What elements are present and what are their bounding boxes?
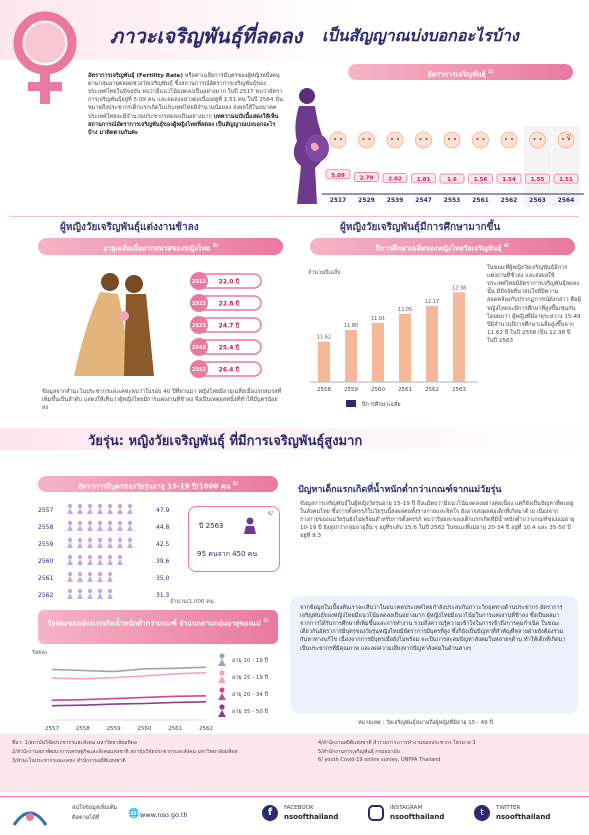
person-icon	[88, 555, 92, 559]
person-icon	[67, 525, 73, 531]
baby-eye	[534, 138, 536, 140]
person-icon	[107, 525, 113, 531]
lowbirth-chart	[30, 648, 292, 734]
lb-series-line	[52, 696, 206, 700]
marriage-bar-title	[38, 238, 283, 255]
lb-year-label: 2561	[168, 726, 183, 732]
person-icon	[78, 504, 82, 508]
edu-value-label: 12.05	[397, 306, 413, 313]
person-icon	[127, 525, 133, 531]
person-icon	[108, 504, 112, 508]
lb-legend-icon	[219, 653, 224, 658]
lb-legend-icon	[218, 659, 226, 666]
marriage-value-label: 26.4 ปี	[218, 366, 240, 374]
note-text: หมายเหตุ : วัยเจริญพันธุ์หมายถึงผู้หญิงที่มีอายุ 15 - 49 ปี	[358, 720, 493, 726]
person-icon	[97, 542, 103, 548]
edu-value-label: 12.17	[424, 298, 440, 305]
person-icon	[87, 559, 93, 565]
source-3: 3/สำมะโนประชากรและเคหะ สำนักงานสถิติแห่งชาติ	[12, 758, 126, 764]
person-icon	[88, 572, 92, 576]
source-6: 6/ youth Covid-19 online survey, UNFPA Thailand	[318, 757, 441, 763]
fert-value-label: 2.79	[359, 175, 374, 182]
person-icon	[68, 589, 72, 593]
person-icon	[128, 504, 132, 508]
person-icon	[87, 576, 93, 582]
person-icon	[77, 559, 83, 565]
edu-value-label: 12.38	[451, 285, 467, 292]
lb-legend-icon	[218, 710, 226, 717]
fertility-lead: อัตราการเจริญพันธุ์ (Fertility Rate)	[88, 73, 184, 79]
person-icon	[108, 538, 112, 542]
marriage-year-label: 2543	[192, 345, 206, 351]
edu-year-label: 2561	[398, 387, 412, 393]
instagram-icon[interactable]	[368, 805, 384, 821]
lowbirth-title-bar	[38, 610, 278, 644]
marriage-value-label: 24.7 ปี	[218, 322, 240, 330]
baby-eye	[340, 138, 342, 140]
baby-eye	[454, 138, 456, 140]
person-icon	[77, 525, 83, 531]
person-icon	[88, 589, 92, 593]
person-icon	[77, 508, 83, 514]
baby-eye	[426, 138, 428, 140]
baby-eye	[540, 138, 542, 140]
marriage-ref: 3/	[212, 243, 218, 249]
fert-year-label: 2517	[329, 197, 347, 204]
fertility-body: หรือค่าเฉลี่ยการมีบุตรของผู้หญิงหนึ่งคนตามกลุ่มอายุตลอดช่วงวัยเจริญพันธุ์ ซึ่งสถานการณ์อัตราการเจริญพันธุ์ของประเทศไทยในปัจจุบัน พบว่ามีแนวโน้มลดลงเป็นอย่างมาก ในปี 2517 พบว่าอัตราการเจริญพันธุ์อยู่ที่ 5.09 คน และลดลงอย่างต่อเนื่องอยู่ที่ 1.51 คน ในปี 2564 นั่นหมายถึงประชากรเด็กแรกเกิดในประเทศไทยมีจำนวนน้อยลง ส่งผลให้ในอนาคตประเทศไทยจะมีจำนวนประชากรลดลงเป็นอย่างมาก	[88, 73, 283, 120]
teen-year-label: 2559	[38, 541, 54, 548]
teen-birth-title-text: อัตราการมีบุตรของวัยรุ่นอายุ 15-19 ปี/1000 คน	[77, 482, 231, 491]
baby-eye	[562, 138, 564, 140]
person-icon	[128, 521, 132, 525]
lb-legend-icon	[219, 687, 224, 692]
teen-value-label: 31.3	[156, 592, 170, 599]
teen-year-label: 2561	[38, 575, 54, 582]
baby-face-icon	[501, 132, 517, 148]
education-section-title: ผู้หญิงวัยเจริญพันธุ์มีการศึกษามากขึ้น	[340, 222, 501, 233]
person-icon	[97, 559, 103, 565]
fert-year-label: 2529	[358, 197, 375, 204]
girl-icon	[243, 517, 257, 535]
baby-face-icon	[530, 132, 546, 148]
baby-face-icon	[359, 132, 375, 148]
edu-ylabel: จำนวนปีเฉลี่ย	[308, 270, 341, 276]
baby-eye	[505, 138, 507, 140]
person-icon	[98, 555, 102, 559]
lb-ylabel: ร้อยละ	[32, 650, 48, 656]
person-icon	[68, 521, 72, 525]
lb-series-line	[52, 673, 206, 679]
source-4: 4/สำนักงานสถิติแห่งชาติ สำรวจภาวะการทำงานของประชากร ไตรมาส 3	[318, 740, 476, 746]
person-icon	[78, 538, 82, 542]
edu-bar	[453, 292, 465, 382]
lb-year-label: 2560	[137, 726, 152, 732]
education-bar-title	[310, 238, 575, 255]
person-icon	[98, 572, 102, 576]
marriage-paragraph: ข้อมูลจากสำมะโนประชากรและเคหะพบว่าในรอบ 40 ปีที่ผ่านมา หญิงไทยมีอายุเฉลี่ยเมื่อแรกสมรสที่เพิ่มขึ้นเป็นลำดับ แสดงให้เห็นว่าผู้หญิงไทยมีการแต่งงานที่ช้าลง จึงเป็นเหตุผลหนึ่งที่ทำให้มีบุตรน้อยลง	[42, 389, 282, 412]
teen-unit-label: จำนวน/1,000 คน	[170, 599, 214, 605]
edu-value-label: 11.62	[316, 334, 332, 341]
person-icon	[88, 521, 92, 525]
edu-year-label: 2558	[317, 387, 331, 393]
person-icon	[117, 559, 123, 565]
teen-callout-text: 95 คนจาก 450 คน	[197, 550, 258, 558]
fert-value-label: 1.6	[447, 177, 457, 184]
lb-legend-icon	[219, 704, 224, 709]
baby-eye	[334, 138, 336, 140]
person-icon	[98, 521, 102, 525]
person-icon	[78, 572, 82, 576]
person-icon	[107, 508, 113, 514]
marriage-year-label: 2553	[192, 367, 206, 373]
baby-face-icon	[387, 132, 403, 148]
person-icon	[98, 589, 102, 593]
education-bar-title-text: ปีการศึกษาเฉลี่ยของหญิงไทยวัยเจริญพันธุ์	[375, 244, 502, 253]
sources-box	[0, 734, 589, 792]
person-icon	[78, 589, 82, 593]
edu-bar	[399, 314, 411, 382]
edu-bar	[345, 330, 357, 382]
person-icon	[78, 555, 82, 559]
edu-value-label: 11.91	[370, 315, 386, 322]
person-icon	[78, 521, 82, 525]
person-icon	[68, 504, 72, 508]
twitter-handle[interactable]: nsoofthailand	[496, 813, 551, 821]
fertility-chart	[322, 120, 584, 208]
person-icon	[108, 572, 112, 576]
baby-face-icon	[473, 132, 489, 148]
person-icon	[67, 542, 73, 548]
person-icon	[87, 525, 93, 531]
person-icon	[107, 576, 113, 582]
lb-year-label: 2557	[45, 726, 59, 732]
teen-value-label: 35.0	[156, 575, 170, 582]
marriage-value-label: 25.4 ปี	[218, 344, 240, 352]
teen-year-label: 2560	[38, 558, 54, 565]
teen-year-label: 2558	[38, 524, 54, 531]
person-icon	[87, 542, 93, 548]
summary-text: จากข้อมูลในเบื้องต้นเราจะเห็นว่าในอนาคตประเทศไทยกำลังประสบกับภาวะวิกฤตทางด้านประชากร อัตราการเจริญพันธุ์ของหญิงไทยมีแนวโน้มลดลงเป็นอย่างมาก ผู้หญิงไทยมีแนวโน้มในการแต่งงานที่ช้าลง ซึ่งเป็นผลมาจากการได้รับการศึกษาที่เพิ่มขึ้นและการทำงาน รวมถึงความรู้ความเข้าใจในการเข้าถึงการคุมกำเนิด ในขณะเดียวกันอัตราการมีบุตรของวัยรุ่นหญิงไทยมีอัตราการมีบุตรที่สูง ซึ่งก็ยังเป็นปัญหาที่สำคัญที่หลายฝ่ายยังต้องร่วมกันหาทางแก้ไข เนื่องจากการมีบุตรเมื่อยังไม่พร้อม จะเป็นการสะสมปัญหาสังคมในหลายๆด้าน ทำให้เด็กที่เกิดมาเป็นประชากรที่มีคุณภาพ และลดความเสี่ยงจากปัญหาสังคมในด้านต่างๆ	[300, 605, 566, 652]
fertility-heading-ref: 1/	[488, 69, 494, 75]
person-icon	[67, 576, 73, 582]
instagram-label: INSTAGRAM	[390, 805, 423, 811]
person-icon	[128, 538, 132, 542]
teen-year-label: 2562	[38, 592, 54, 599]
person-icon	[108, 555, 112, 559]
person-icon	[98, 504, 102, 508]
person-icon	[127, 542, 133, 548]
marriage-year-label: 2523	[192, 301, 206, 307]
person-icon	[68, 555, 72, 559]
teen-value-label: 44.8	[156, 524, 170, 531]
person-icon	[107, 593, 113, 599]
fert-value-label: 5.09	[331, 172, 345, 179]
person-icon	[127, 508, 133, 514]
source-2: 2/สำนักงานสภาพัฒนาการเศรษฐกิจและสังคมแห่งชาติ สถาบันวิจัยประชากรและสังคม มหาวิทยาลัยมหิดล	[12, 749, 238, 755]
baby-face-icon	[444, 132, 460, 148]
lowbirth-title-text: ร้อยละของเด็กแรกเกิดน้ำหนักต่ำกว่าเกณฑ์ จำแนกตามกลุ่มอายุของแม่	[47, 619, 261, 628]
twitter-label: TWITTER	[496, 805, 521, 811]
marriage-year-label: 2533	[192, 323, 206, 329]
fert-year-label: 2553	[443, 197, 461, 204]
person-icon	[117, 525, 123, 531]
fert-year-label: 2564	[557, 197, 575, 204]
person-icon	[77, 593, 83, 599]
footer-line2: ติดตามได้ที่	[72, 815, 100, 821]
person-icon	[68, 538, 72, 542]
wedding-couple-illustration	[60, 268, 180, 378]
fert-value-label: 1.55	[530, 177, 545, 184]
lb-series-line	[52, 667, 206, 671]
person-icon	[108, 589, 112, 593]
teen-year-label: 2557	[38, 507, 54, 514]
globe-icon: 🌐	[128, 809, 140, 819]
fert-year-label: 2547	[415, 197, 432, 204]
baby-eye	[511, 138, 513, 140]
education-ref: 4/	[503, 243, 510, 249]
baby-face-icon	[330, 132, 346, 148]
marriage-year-label: 2513	[192, 279, 206, 285]
lb-year-label: 2558	[75, 726, 90, 732]
education-paragraph: ในขณะที่ผู้หญิงวัยเจริญพันธุ์มีการแต่งงานที่ช้าลง และส่งผลให้ประเทศไทยมีอัตราการเจริญพันธุ์ลดลงนั้น มีปัจจัยที่น่าสนใจที่มีความสอดคล้องกับปรากฏการณ์ดังกล่าว คือผู้หญิงไทยจะมีการศึกษาที่สูงขึ้นเช่นกัน โดยพบว่า ผู้หญิงที่มีอายุระหว่าง 15-49 ปีมีจำนวนปีการศึกษาเฉลี่ยสูงขึ้นจาก 11.62 ปี ในปี 2558 เป็น 12.38 ปี ในปี 2563	[487, 265, 581, 344]
summary-card	[290, 596, 578, 714]
marriage-chart	[185, 268, 285, 388]
baby-eye	[397, 138, 399, 140]
teen-value-label: 47.9	[156, 507, 170, 514]
lb-legend-label: อายุ 20 - 34 ปี	[232, 692, 269, 698]
footer-website[interactable]: www.nso.go.th	[140, 811, 188, 819]
person-icon	[118, 555, 122, 559]
facebook-label: FACEBOOK	[284, 805, 314, 811]
person-icon	[88, 504, 92, 508]
teen-section-title: วัยรุ่น: หญิงวัยเจริญพันธุ์ ที่มีการเจริญพันธุ์สูงมาก	[88, 434, 363, 449]
page-subtitle: เป็นสัญญาณบ่งบอกอะไรบ้าง	[322, 26, 519, 45]
person-icon	[98, 538, 102, 542]
teen-callout-year: ปี 2563	[199, 522, 224, 530]
teen-birth-title	[38, 476, 278, 492]
problem-paragraph: ข้อมูลการเจริญพันธุ์ในผู้หญิงวัยรุ่นอายุ 15-19 ปี ถึงแม้พบว่ามีแนวโน้มลดลงอย่างต่อเนื่อง แต่ก็ยังเป็นปัญหาที่พบอยู่ในสังคมไทย ซึ่งการตั้งครรภ์ในวัยรุ่นนี้ส่งผลต่อทั้งร่างกายและจิตใจ ยังอาจส่งผลต่อเด็กที่เกิดมาด้วย เนื่องจากร่างกายของแม่วัยรุ่นยังไม่พร้อมสำหรับการตั้งครรภ์ พบว่าร้อยละของเด็กแรกเกิดที่มีน้ำหนักต่ำกว่าเกณฑ์ของแม่อายุ 10-19 ปี ยังสูงกว่ากลุ่มอายุอื่น ๆ อยู่ที่ระดับ 15.6 ในปี 2562 ในขณะที่แม่อายุ 20-34 ปี อยู่ที่ 10.4 และ 35-50 ปี อยู่ที่ 9.3	[300, 501, 575, 540]
baby-eye	[483, 138, 485, 140]
marriage-bar-title-text: อายุเฉลี่ยเมื่อแรกสมรสของหญิงไทย	[103, 244, 211, 253]
nso-logo-icon	[12, 803, 48, 829]
person-icon	[118, 521, 122, 525]
lb-year-label: 2562	[199, 726, 213, 732]
lb-series-line	[52, 702, 206, 706]
fert-year-label: 2562	[500, 197, 518, 204]
fert-year-label: 2563	[529, 197, 546, 204]
person-icon	[67, 508, 73, 514]
teen-value-label: 39.6	[156, 558, 170, 565]
lb-legend-label: อายุ 15 - 19 ปี	[232, 675, 269, 681]
fert-year-label: 2561	[472, 197, 489, 204]
edu-bar	[426, 306, 438, 382]
person-icon	[108, 521, 112, 525]
person-icon	[117, 508, 123, 514]
person-icon	[67, 593, 73, 599]
lb-legend-icon	[218, 676, 226, 683]
baby-eye	[448, 138, 450, 140]
graduation-cap-icon	[346, 400, 356, 407]
baby-eye	[420, 138, 422, 140]
baby-eye	[391, 138, 393, 140]
marriage-section-title: ผู้หญิงวัยเจริญพันธุ์แต่งงานช้าลง	[60, 222, 199, 233]
edu-bar	[372, 323, 384, 382]
person-icon	[97, 525, 103, 531]
person-icon	[118, 504, 122, 508]
edu-value-label: 11.80	[343, 323, 359, 329]
lowbirth-ref: 3/	[263, 618, 269, 624]
person-icon	[77, 576, 83, 582]
teen-birth-chart	[38, 498, 188, 608]
fertility-heading	[348, 64, 573, 80]
fert-year-label: 2539	[386, 197, 404, 204]
person-icon	[107, 542, 113, 548]
person-icon	[97, 593, 103, 599]
teen-birth-ref: 5/	[232, 481, 239, 487]
baby-eye	[477, 138, 479, 140]
marriage-value-label: 22.8 ปี	[218, 300, 240, 308]
person-icon	[97, 508, 103, 514]
female-symbol-icon	[8, 8, 82, 108]
baby-eye	[363, 138, 365, 140]
person-icon	[77, 542, 83, 548]
person-icon	[67, 559, 73, 565]
fert-value-label: 1.56	[473, 177, 488, 184]
lb-year-label: 2559	[106, 726, 121, 732]
fertility-paragraph	[88, 72, 284, 137]
problem-title: ปัญหาเด็กแรกเกิดที่น้ำหนักต่ำกว่าเกณฑ์จากแม่วัยรุ่น	[298, 485, 502, 495]
edu-legend: ปีการศึกษาเฉลี่ย	[362, 402, 401, 408]
teen-callout-ref: 6/	[268, 511, 273, 517]
instagram-handle[interactable]: nsoofthailand	[390, 813, 445, 821]
source-5: 5/สำนักงานการเจริญพันธุ์ กรมอนามัย	[318, 749, 400, 755]
person-icon	[107, 559, 113, 565]
edu-year-label: 2563	[452, 387, 466, 393]
edu-year-label: 2560	[371, 387, 385, 393]
person-icon	[88, 538, 92, 542]
fertility-heading-text: อัตราการเจริญพันธุ์	[427, 70, 486, 79]
person-icon	[97, 576, 103, 582]
lb-legend-label: อายุ 10 - 19 ปี	[232, 658, 269, 664]
twitter-icon[interactable]: t	[474, 805, 490, 821]
edu-year-label: 2559	[344, 387, 358, 393]
person-icon	[87, 593, 93, 599]
baby-eye	[369, 138, 371, 140]
footer	[0, 796, 589, 835]
edu-year-label: 2562	[425, 387, 439, 393]
fert-value-label: 1.81	[416, 176, 431, 183]
person-icon	[117, 542, 123, 548]
edu-bar	[318, 342, 330, 382]
person-icon	[87, 508, 93, 514]
teen-value-label: 42.5	[156, 541, 170, 548]
education-chart	[306, 264, 482, 414]
fertility-bold: บทความฉบับนี้แสดงให้เห็นสถานการณ์อัตราการเจริญพันธุ์ของผู้หญิงไทยที่ลดลง เป็นสัญญาณบ่งบอกอะไรบ้าง มาติดตามกันค่ะ	[88, 113, 279, 136]
lb-legend-icon	[218, 693, 226, 700]
source-1: ที่มา: 1/สถาบันวิจัยประชากรและสังคม มหาวิทยาลัยมหิดล	[12, 740, 137, 746]
fert-value-label: 2.02	[388, 176, 402, 183]
marriage-value-label: 22.0 ปี	[218, 278, 240, 286]
facebook-handle[interactable]: nsoofthailand	[284, 813, 339, 821]
fertility-chart-ref: 2/	[566, 134, 571, 140]
baby-face-icon	[416, 132, 432, 148]
facebook-icon[interactable]: f	[262, 805, 278, 821]
lb-legend-icon	[219, 670, 224, 675]
footer-line1: สนใจข้อมูลเพิ่มเติม	[72, 805, 118, 811]
person-icon	[118, 538, 122, 542]
lb-legend-label: อายุ 35 - 50 ปี	[232, 709, 269, 715]
person-icon	[68, 572, 72, 576]
fert-value-label: 1.51	[559, 177, 573, 184]
fert-value-label: 1.54	[502, 177, 516, 184]
divider-line	[10, 216, 579, 217]
teen-callout-card	[188, 506, 280, 572]
page-title: ภาวะเจริญพันธุ์ที่ลดลง	[110, 24, 303, 48]
